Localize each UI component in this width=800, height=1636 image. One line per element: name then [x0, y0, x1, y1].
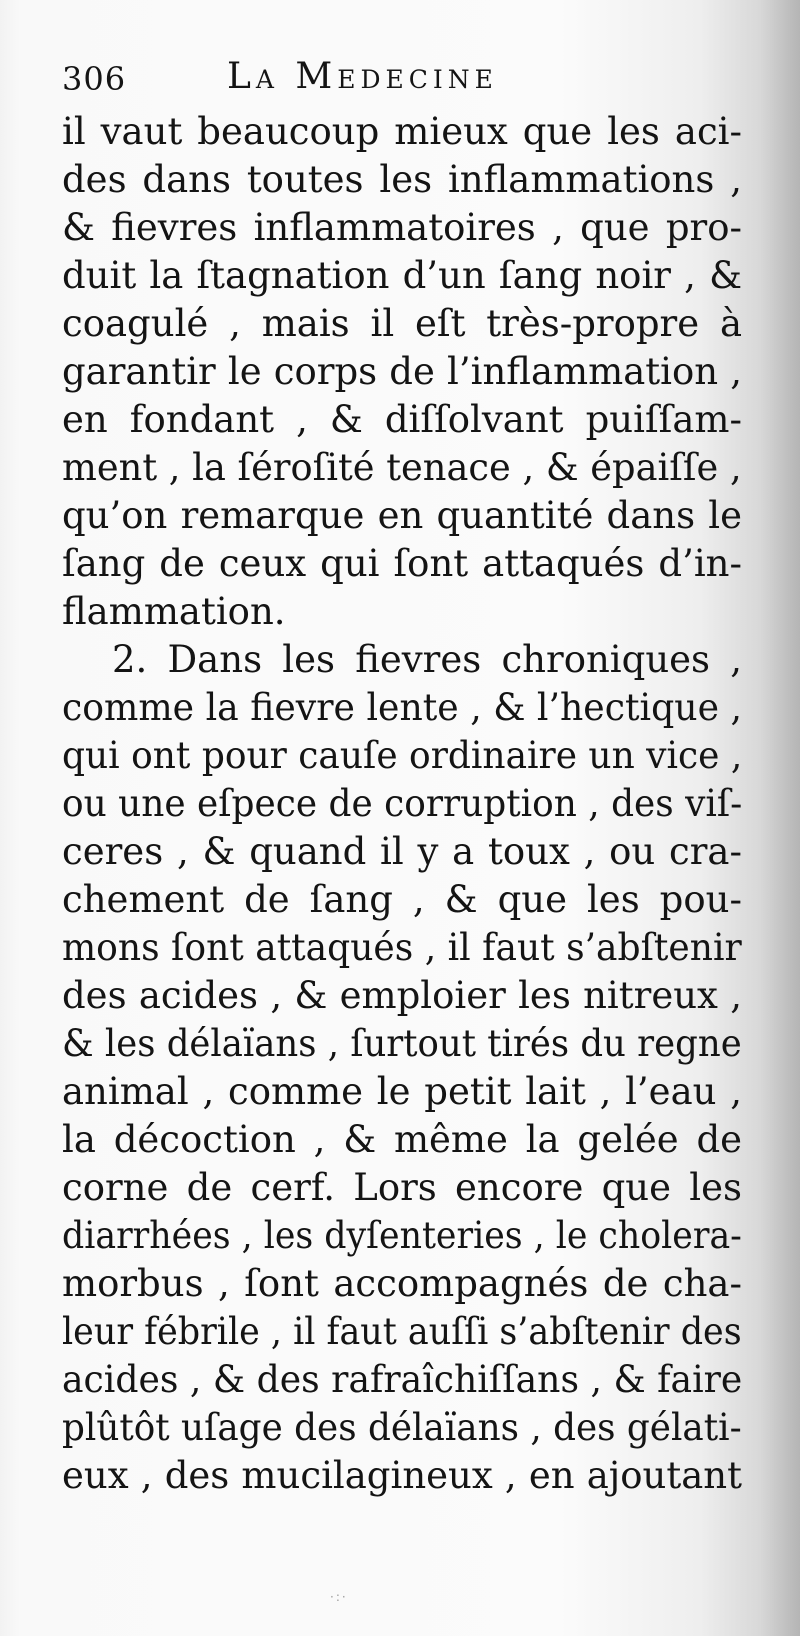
text-line: garantir le corps de l’inflammation ,: [62, 350, 742, 393]
bleed-through-mark: ·:·: [330, 1590, 348, 1604]
text-line: coagulé , mais il eſt très-propre à: [62, 302, 742, 345]
page-header: [62, 52, 742, 108]
text-line: morbus , ſont accompagnés de cha-: [62, 1262, 742, 1305]
text-line: flammation.: [62, 590, 286, 633]
text-line: & les délaïans , ſurtout tirés du regne: [62, 1022, 742, 1065]
text-line: des acides , & emploier les nitreux ,: [62, 974, 742, 1017]
text-line: il vaut beaucoup mieux que les aci-: [62, 110, 743, 153]
text-line: chement de ſang , & que les pou-: [62, 878, 742, 921]
text-line: corne de cerf. Lors encore que les: [62, 1166, 743, 1209]
page-edge-shadow: [760, 0, 800, 1636]
text-line: en fondant , & diſſolvant puiſſam-: [62, 398, 742, 441]
text-line: mons ſont attaqués , il faut s’abſtenir: [62, 926, 742, 969]
text-line: plûtôt uſage des délaïans , des gélati-: [62, 1406, 742, 1449]
page-number: 306: [62, 60, 127, 98]
text-line: duit la ſtagnation d’un ſang noir , &: [62, 254, 743, 297]
text-line: eux , des mucilagineux , en ajoutant: [62, 1454, 743, 1497]
text-line: des dans toutes les inflammations ,: [62, 158, 742, 201]
text-line: ſang de ceux qui ſont attaqués d’in-: [62, 542, 742, 585]
text-line: leur fébrile , il faut auſſi s’abſtenir des: [62, 1310, 742, 1353]
running-title: La Medecine: [227, 56, 498, 97]
text-line: & fievres inflammatoires , que pro-: [62, 206, 742, 249]
text-line: ceres , & quand il y a toux , ou cra-: [62, 830, 742, 873]
text-line: qui ont pour cauſe ordinaire un vice ,: [62, 734, 743, 777]
text-line: la décoction , & même la gelée de: [62, 1118, 743, 1161]
text-line: diarrhées , les dyſenteries , le cholera-: [62, 1214, 742, 1257]
text-line: animal , comme le petit lait , l’eau ,: [62, 1070, 742, 1113]
paragraph-start-line: 2. Dans les fievres chroniques ,: [112, 638, 743, 681]
text-line: acides , & des rafraîchiſſans , & faire: [62, 1358, 743, 1401]
text-line: comme la fievre lente , & l’hectique ,: [62, 686, 743, 729]
text-block: [62, 52, 742, 1500]
text-line: qu’on remarque en quantité dans le: [62, 494, 743, 537]
text-line: ou une eſpece de corruption , des viſ-: [62, 782, 743, 825]
text-line: ment , la ſéroſité tenace , & épaiſſe ,: [62, 446, 742, 489]
